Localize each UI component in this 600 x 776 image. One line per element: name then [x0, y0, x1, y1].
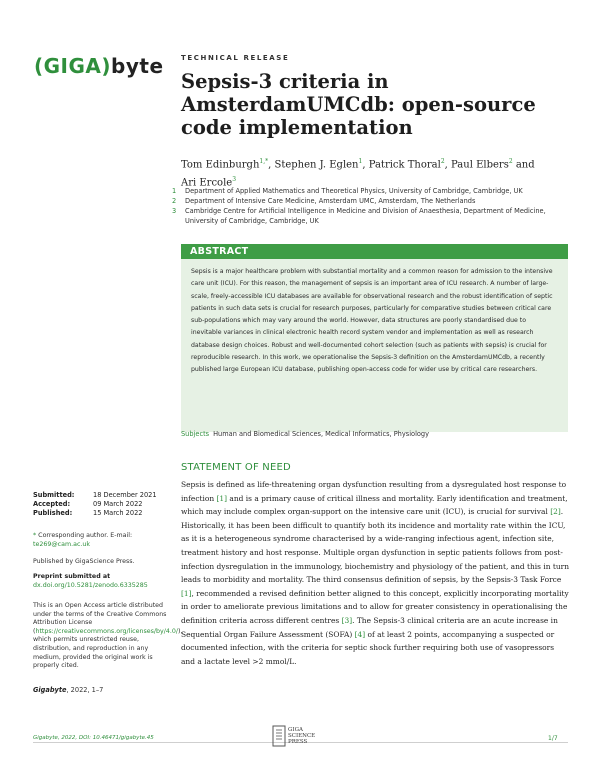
page-title: Sepsis-3 criteria in AmsterdamUMCdb: open-source code implementation — [181, 70, 536, 139]
citation-rest: , 2022, 1–7 — [66, 686, 104, 694]
date-row — [33, 491, 157, 500]
date-value: 15 March 2022 — [93, 509, 143, 517]
subjects-text: Human and Biomedical Sciences, Medical Informatics, Physiology — [213, 430, 430, 438]
author-and: and — [515, 159, 535, 171]
affiliation-item — [172, 196, 572, 206]
affiliation-text: Department of Intensive Care Medicine, Amsterdam UMC, Amsterdam, The Netherlands — [185, 197, 476, 205]
affiliations — [172, 186, 572, 226]
author-name: Paul Elbers — [451, 159, 509, 171]
citation-link[interactable]: [3] — [341, 615, 353, 625]
affiliation-item — [172, 186, 572, 196]
license-part: ), which permits unrestricted reuse, distribution, and reproduction in any medium, provided the original work is properly cited. — [33, 627, 183, 670]
citation-link[interactable]: [4] — [354, 629, 366, 639]
author-name: Patrick Thoral — [368, 159, 441, 171]
preprint-info — [33, 573, 168, 590]
logo-right: byte — [111, 54, 164, 78]
author-list: Tom Edinburgh$^{1,*}$, Stephen J. Eglen$^1$, Patrick Thoral$^2$, Paul Elbers$^2$ and Ari Ercole$^3$ — [181, 158, 535, 189]
affiliation-number: 3 — [172, 207, 177, 215]
affiliation-text: Cambridge Centre for Artificial Intelligence in Medicine and Division of Anaesthesia, Department of Medicine, University of Cambridge, Cambridge, UK — [185, 207, 546, 225]
author-affil: 1 — [358, 158, 363, 165]
corresponding-text: Corresponding author. E-mail: — [38, 532, 133, 539]
license-link[interactable]: https://creativecommons.org/licenses/by/4.0/ — [35, 627, 179, 635]
article-type: TECHNICAL RELEASE — [181, 54, 290, 62]
gigabyte-logo — [34, 54, 164, 78]
author-affil: 3 — [232, 176, 237, 184]
license-part: This is an Open Access article distributed under the terms of the Creative Commons Attribution License ( — [33, 602, 167, 635]
affiliation-item — [172, 206, 572, 226]
body-text: of at least 2 points, accompanying a suspected or documented infection, with the criteria for septic shock further requiring both use of vasopressors and a lactate level >2 mmol/L. — [181, 629, 555, 666]
subjects-label: Subjects — [181, 430, 210, 438]
body-text: . Historically, it has been been difficult to quantify both its incidence and mortality rate within the ICU, as it is a heterogeneous syndrome characterised by a wide-ranging infectious agent, infection site, treatment history and host response. Multiple organ dysfunction in septic patients follows from post-infection dysregulation in the immunology, biochemistry and physiology of the patient, and this in turn leads to morbidity and mortality. The third consensus definition of sepsis, by the Sepsis-3 Task Force — [181, 507, 570, 585]
author-name: Ari Ercole — [181, 177, 233, 189]
date-value: 09 March 2022 — [93, 500, 143, 508]
affiliation-number: 1 — [172, 187, 177, 195]
citation-link[interactable]: [2] — [550, 507, 561, 517]
body-text: . The Sepsis-3 clinical criteria are an acute increase in Sequential Organ Failure Assessment (SOFA) — [181, 615, 558, 639]
license-text — [33, 602, 183, 671]
statement-body — [181, 478, 570, 668]
affiliation-number: 2 — [172, 197, 177, 205]
date-label: Accepted: — [33, 500, 71, 508]
footer-doi: Gigabyte, 2022, DOI: 10.46471/gigabyte.45 — [33, 735, 154, 741]
press-logo-text: GIGA SCIENCE PRESS — [288, 727, 316, 745]
preprint-link[interactable]: dx.doi.org/10.5281/zenodo.6335285 — [33, 581, 148, 589]
logo-left: (GIGA) — [34, 54, 112, 78]
date-label: Published: — [33, 509, 73, 517]
corresponding-email-link[interactable]: te269@cam.ac.uk — [33, 540, 91, 548]
abstract-heading: ABSTRACT — [181, 244, 568, 259]
citation-journal: Gigabyte — [33, 686, 67, 694]
author-affil: 2 — [440, 158, 445, 165]
body-text: Sepsis is defined as life-threatening organ dysfunction resulting from a dysregulated host response to infection — [181, 480, 567, 503]
body-text: and is a primary cause of critical illness and mortality. Early identification and treatment, which may include complex organ-support on the intensive care unit (ICU), is crucial for survival — [181, 493, 568, 517]
gigascience-press-logo — [272, 724, 326, 750]
citation-line — [33, 686, 168, 695]
date-label: Submitted: — [33, 491, 75, 499]
date-value: 18 December 2021 — [93, 491, 157, 499]
publisher-note: Published by GigaScience Press. — [33, 558, 135, 565]
citation-link[interactable]: [1] — [216, 493, 228, 503]
section-heading: STATEMENT OF NEED — [181, 462, 291, 473]
citation-link[interactable]: [1] — [181, 588, 192, 598]
affiliation-text: Department of Applied Mathematics and Theoretical Physics, University of Cambridge, Cambridge, UK — [185, 187, 523, 195]
author-name: Stephen J. Eglen — [274, 159, 359, 171]
corresponding-star: * — [33, 532, 37, 539]
page-number: 1/7 — [548, 735, 558, 742]
author-affil: 1,* — [259, 158, 269, 165]
date-row — [33, 509, 157, 518]
body-text: , recommended a revised definition better aligned to this concept, explicitly incorporating mortality in order to ameliorate previous limitations and to allow for greater consistency in operationalising the definition criteria across different centres — [181, 588, 569, 625]
preprint-label: Preprint submitted at — [33, 573, 111, 580]
author-name: Tom Edinburgh — [181, 159, 260, 171]
publication-dates — [33, 491, 157, 518]
abstract-text: Sepsis is a major healthcare problem with substantial mortality and a common reason for admission to the intensive care unit (ICU). For this reason, the management of sepsis is an important area of ICU research. A number of large-scale, freely-accessible ICU databases are available for observational research and the robust identification of septic patients in such data sets is crucial for research purposes, particularly for comparative studies between critical care sub-populations which may vary around the world. However, data structures are poorly standardised due to inevitable variances in clinical electronic health record system vendor and implementation as well as research database design choices. Robust and well-documented cohort selection (such as patients with sepsis) is crucial for reproducible research. In this work, we operationalise the Sepsis-3 definition on the AmsterdamUMCdb, a recently published large European ICU database, publishing open-access code for wider use by critical care researchers. — [181, 259, 568, 432]
corresponding-author — [33, 532, 168, 549]
author-affil: 2 — [508, 158, 513, 165]
date-row — [33, 500, 157, 509]
subjects-line — [181, 430, 429, 438]
